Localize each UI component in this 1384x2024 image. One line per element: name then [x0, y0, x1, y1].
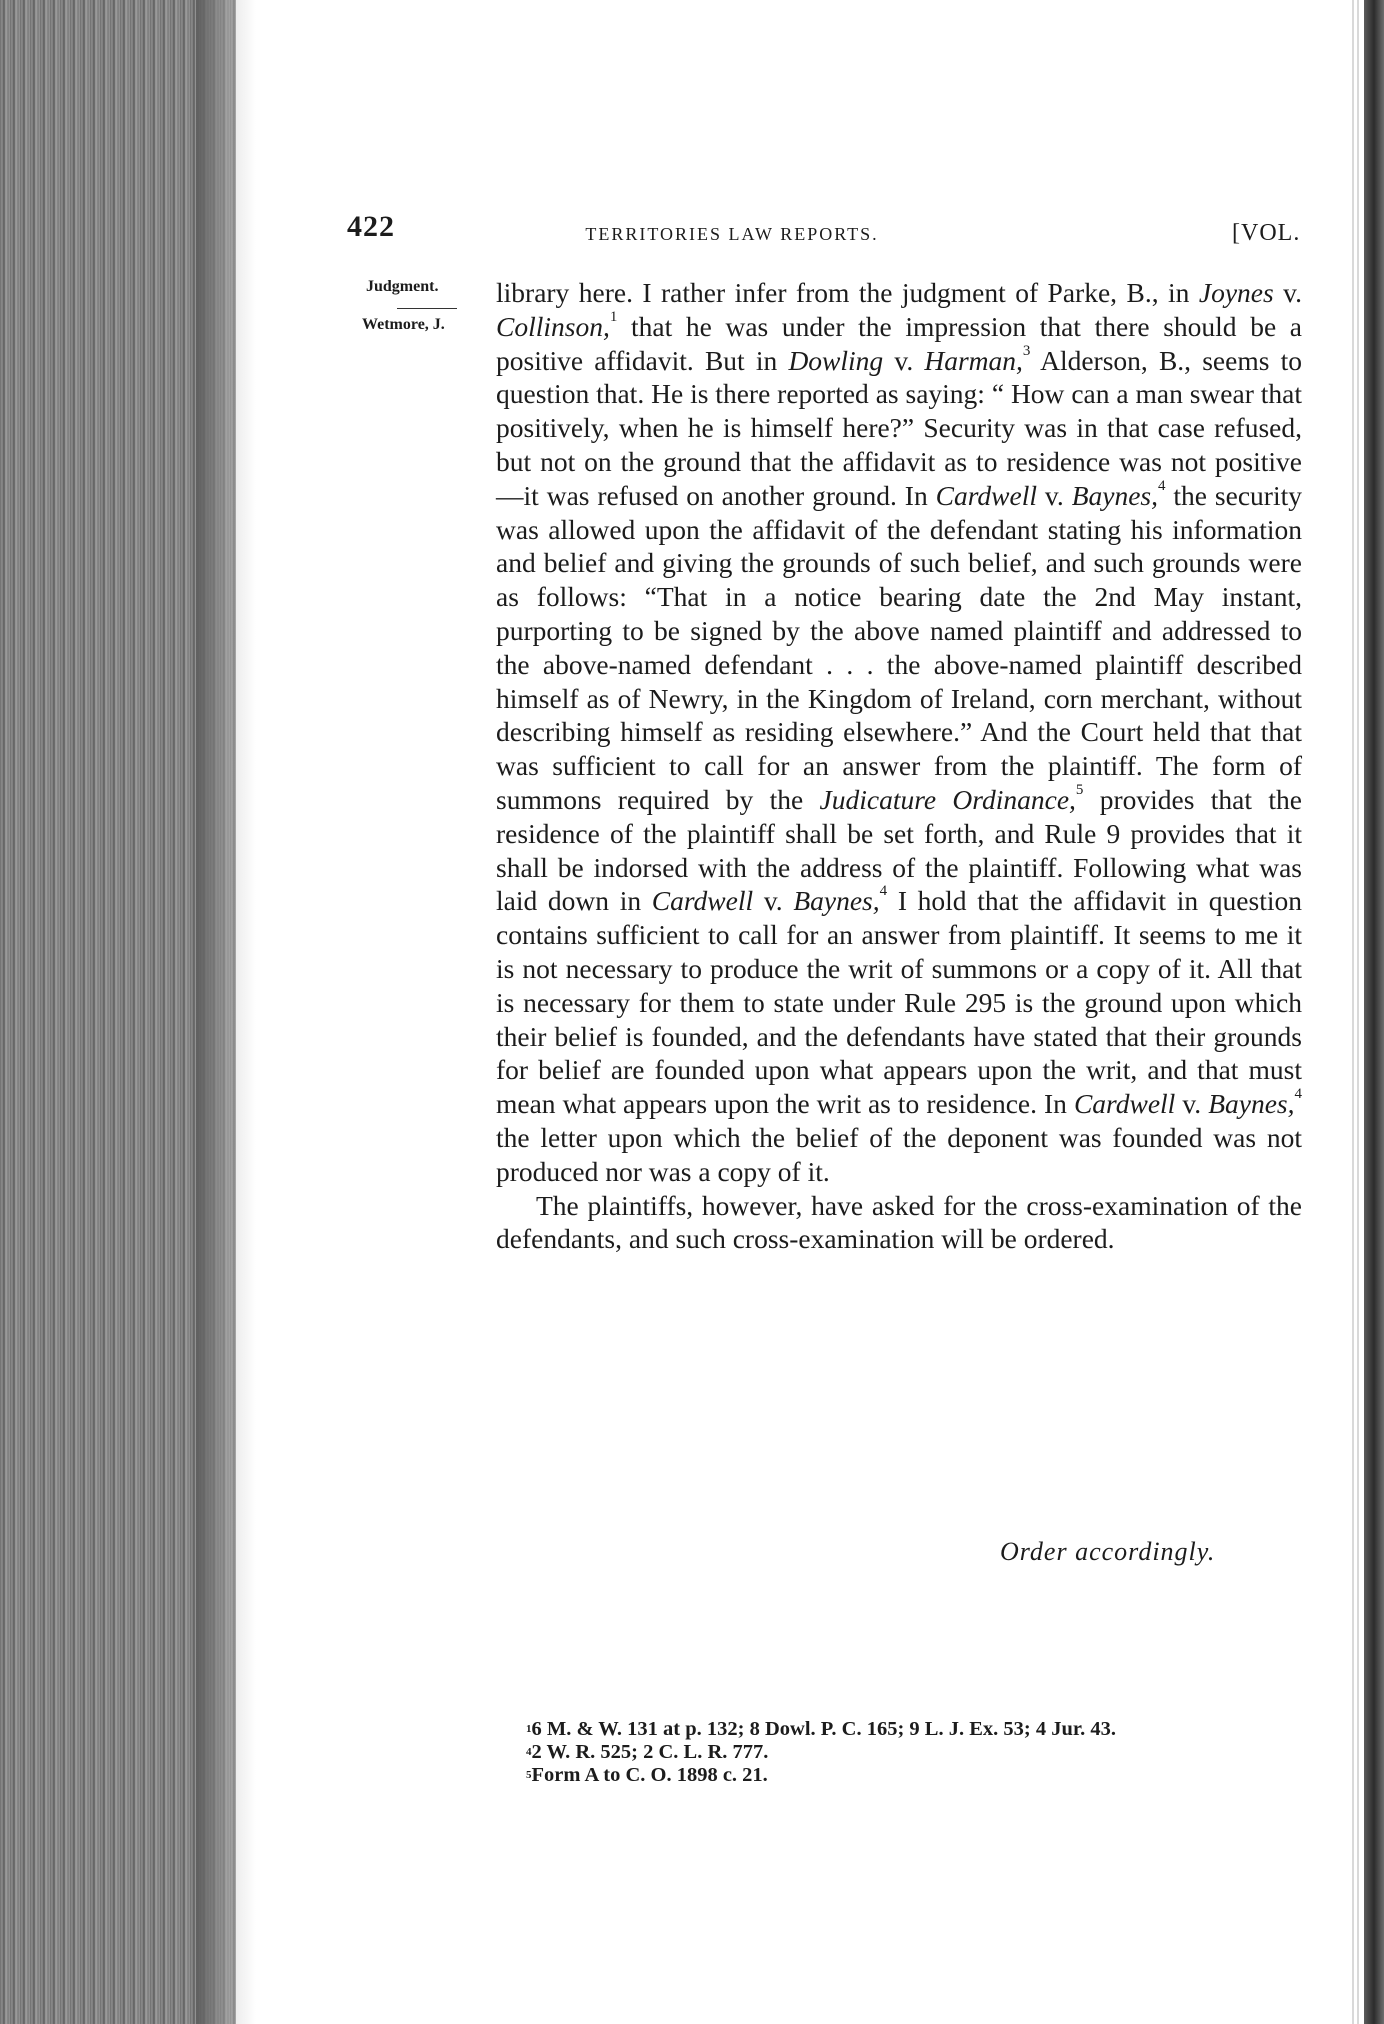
text-run: v. [753, 885, 794, 917]
text-run: v. [1175, 1088, 1209, 1120]
footnote-ref: 1 [609, 308, 618, 325]
case-name: Cardwell [935, 479, 1037, 511]
footnote-text: 6 M. & W. 131 at p. 132; 8 Dowl. P. C. 165; 9 L. J. Ex. 53; 4 Jur. 43. [531, 1718, 1116, 1740]
footnote-4 [478, 1741, 1308, 1764]
footnote-ref: 4 [1157, 477, 1166, 494]
footnote-mark: 1 [526, 1723, 532, 1735]
scan-streak [1352, 0, 1354, 2024]
case-name: Baynes, [1071, 479, 1158, 511]
case-name: Harman, [924, 344, 1023, 376]
case-name: Collinson, [496, 310, 610, 342]
margin-note-judge: Wetmore, J. [362, 316, 445, 333]
case-name: Cardwell [651, 885, 754, 917]
paragraph-2: The plaintiffs, however, have asked for the cross-examination of the defendants, and such cross-examination will be ordered. [496, 1189, 1302, 1255]
judgment-body [496, 276, 1302, 1256]
footnote-ref: 4 [1294, 1086, 1302, 1103]
case-name: Baynes, [1208, 1088, 1295, 1120]
footnote-ref: 4 [879, 883, 888, 900]
footnote-ref: 5 [1075, 781, 1084, 798]
text-run: the letter upon which the belief of the deponent was founded was not produced nor was a copy of it. [496, 1121, 1302, 1187]
text-run: library here. I rather infer from the judgment of Parke, B., in [496, 277, 1199, 308]
text-run: v. [1273, 277, 1302, 308]
footnote-text: Form A to C. O. 1898 c. 21. [531, 1764, 768, 1786]
footnote-1 [478, 1718, 1308, 1741]
order-line: Order accordingly. [1000, 1537, 1216, 1566]
text-run: that he was under the impression that there should be a positive affidavit. But in [496, 310, 1302, 376]
case-name: Baynes, [793, 885, 880, 917]
text-run: provides that the residence of the plaintiff shall be set forth, and Rule 9 provides that it shall be indorsed with the address of the plaintiff. Following what was laid down in [496, 783, 1302, 917]
scan-border [1364, 0, 1384, 2024]
text-run: v. [1036, 479, 1072, 511]
footnotes [478, 1718, 1308, 1787]
statute-name: Judicature Ordinance, [819, 783, 1076, 815]
text-run: the security was allowed upon the affidavit of the defendant stating his information and belief and giving the grounds of such belief, and such grounds were as follows: “That in a notice bearing date the 2nd May instant, purporting to be signed by the above named plaintiff and addressed to the above-named defendant . . . the above-named plaintiff described himself as of Newry, in the Kingdom of Ireland, corn merchant, without describing himself as residing elsewhere.” And the Court held that that was sufficient to call for an answer from the plaintiff. The form of summons required by the [496, 479, 1302, 815]
footnote-mark: 5 [526, 1769, 532, 1781]
volume-marker: [VOL. [1232, 220, 1301, 246]
case-name: Joynes [1198, 277, 1274, 308]
paragraph-1 [496, 276, 1302, 1189]
margin-note-judgment: Judgment. [366, 278, 439, 295]
text-run: v. [883, 344, 925, 376]
scan-streak [1357, 0, 1359, 2024]
footnote-mark: 4 [526, 1746, 532, 1758]
margin-rule [397, 308, 457, 309]
page-number: 422 [347, 210, 395, 243]
case-name: Dowling [788, 344, 884, 376]
gutter-shadow [196, 0, 256, 2024]
text-run: Alderson, B., seems to question that. He is there reported as saying: “ How can a man swear that positively, when he is himself here?” Security was in that case refused, but not on the ground that the affidavit as to residence was not positive—it was refused on another ground. In [496, 344, 1302, 511]
text-run: I hold that the affidavit in question contains sufficient to call for an answer from plaintiff. It seems to me it is not necessary to produce the writ of summons or a copy of it. All that is necessary for them to state under Rule 295 is the ground upon which their belief is founded, and the defendants have stated that their grounds for belief are founded upon what appears upon the writ, and that must mean what appears upon the writ as to residence. In [496, 885, 1302, 1120]
footnote-5 [478, 1764, 1308, 1787]
running-head: TERRITORIES LAW REPORTS. [585, 224, 879, 244]
footnote-ref: 3 [1022, 342, 1031, 359]
case-name: Cardwell [1073, 1088, 1176, 1120]
footnote-text: 2 W. R. 525; 2 C. L. R. 777. [531, 1741, 769, 1763]
